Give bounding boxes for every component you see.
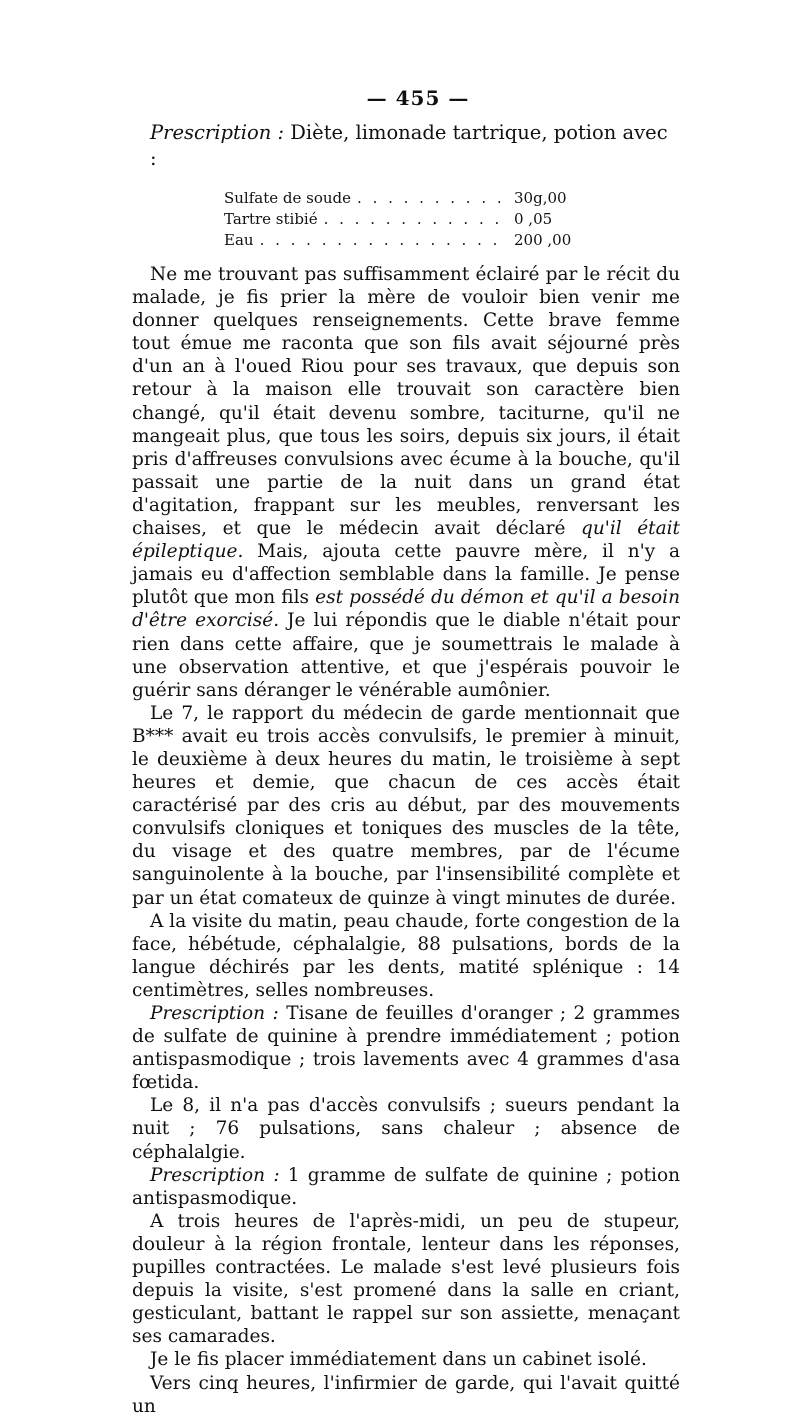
- formula-dose: 200 ,00: [514, 231, 572, 249]
- leader-dots: [357, 188, 508, 209]
- paragraph-day-8: Le 8, il n'a pas d'accès convulsifs ; sueurs pendant la nuit ; 76 pulsations, sans chaleur ; absence de céphalalgie.: [132, 1095, 680, 1163]
- prescription-formula: [224, 188, 584, 251]
- formula-dose: 0 ,05: [514, 210, 553, 228]
- text-run: Tisane de feuilles d'oranger ; 2 grammes de sulfate de quinine à prendre immédiatement ; potion antispasmodique ; trois lavements avec 4 grammes d'asa fœtida.: [132, 1003, 681, 1094]
- leader-dots: [324, 209, 508, 230]
- text-run: 1 gramme de sulfate de quinine ; potion antispasmodique.: [132, 1164, 681, 1209]
- italic-run: qu'il était épileptique.: [132, 518, 680, 563]
- paragraph-isolation: Je le fis placer immédiatement dans un cabinet isolé.: [150, 1349, 647, 1371]
- paragraph-morning-visit: A la visite du matin, peau chaude, forte congestion de la face, hébétude, céphalalgie, 88 pulsations, bords de la langue déchirés par les dents, matité splénique : 14 centimètres, selles nombreuses.: [132, 910, 680, 1001]
- paragraph-five-oclock: Vers cinq heures, l'infirmier de garde, qui l'avait quitté un: [132, 1372, 680, 1417]
- prescription-intro-text: Diète, limonade tartrique, potion avec :: [150, 121, 668, 170]
- text-run: Je lui répondis que le diable n'était pour rien dans cette affaire, que je soumettrais le malade à une observation attentive, et que j'espérais pouvoir le guérir sans déranger le vénérable aumônier.: [132, 610, 680, 701]
- leader-dots: [260, 230, 508, 251]
- formula-ingredient: Sulfate de soude: [224, 189, 352, 207]
- text-run: Ne me trouvant pas suffisamment éclairé par le récit du malade, je fis prier la mère de vouloir bien venir me donner quelques renseignements. Cette brave femme tout émue me raconta que son fils avait séjourné près d'un an à l'oued Riou pour ses travaux, que depuis son retour à la maison elle trouvait son caractère bien changé, qu'il était devenu sombre, taciturne, qu'il ne mangeait plus, que tous les soirs, depuis six jours, il était pris d'affreuses convulsions avec écume à la bouche, qu'il passait une partie de la nuit dans un grand état d'agitation, frappant sur les meubles, renversant les chaises, et que le médecin avait déclaré: [132, 264, 680, 540]
- paragraph-day-7-report: Le 7, le rapport du médecin de garde mentionnait que B*** avait eu trois accès convulsifs, le premier à minuit, le deuxième à deux heures du matin, le troisième à sept heures et demie, que chacun de ces accès était caractérisé par des cris au début, par des mouvements convulsifs cloniques et toniques des muscles de la tête, du visage et des quatre membres, par de l'écume sanguinolente à la bouche, par l'insensibilité complète et par un état comateux de quinze à vingt minutes de durée.: [132, 702, 680, 909]
- paragraph-mother-account: [132, 263, 680, 702]
- prescription-label: Prescription :: [150, 121, 285, 144]
- paragraph-afternoon: A trois heures de l'après-midi, un peu de stupeur, douleur à la région frontale, lenteur dans les réponses, pupilles contractées. Le malade s'est levé plusieurs fois depuis la visite, s'est promené dans la salle en criant, gesticulant, battant le rappel sur son assiette, menaçant ses camarades.: [132, 1210, 680, 1348]
- formula-row: [224, 209, 584, 230]
- prescription-label: Prescription :: [150, 1164, 280, 1186]
- paragraph-prescription-day-8: [132, 1164, 680, 1210]
- prescription-label: Prescription :: [150, 1003, 279, 1024]
- text-run: Mais, ajouta cette pauvre mère, il n'y a jamais eu d'affection semblable dans la famille. Je pense plutôt que mon fils: [132, 541, 680, 609]
- paragraph-prescription-day-7: [132, 1002, 680, 1094]
- formula-row: [224, 188, 584, 209]
- page-number: — 455 —: [366, 86, 470, 110]
- book-page: [132, 86, 680, 1418]
- prescription-intro: [150, 120, 680, 172]
- formula-row: [224, 230, 584, 251]
- formula-dose: 30g,00: [514, 189, 567, 207]
- italic-run: est possédé du démon et qu'il a besoin d'être exorcisé.: [132, 587, 680, 632]
- formula-ingredient: Eau: [224, 231, 254, 249]
- formula-ingredient: Tartre stibié: [224, 210, 318, 228]
